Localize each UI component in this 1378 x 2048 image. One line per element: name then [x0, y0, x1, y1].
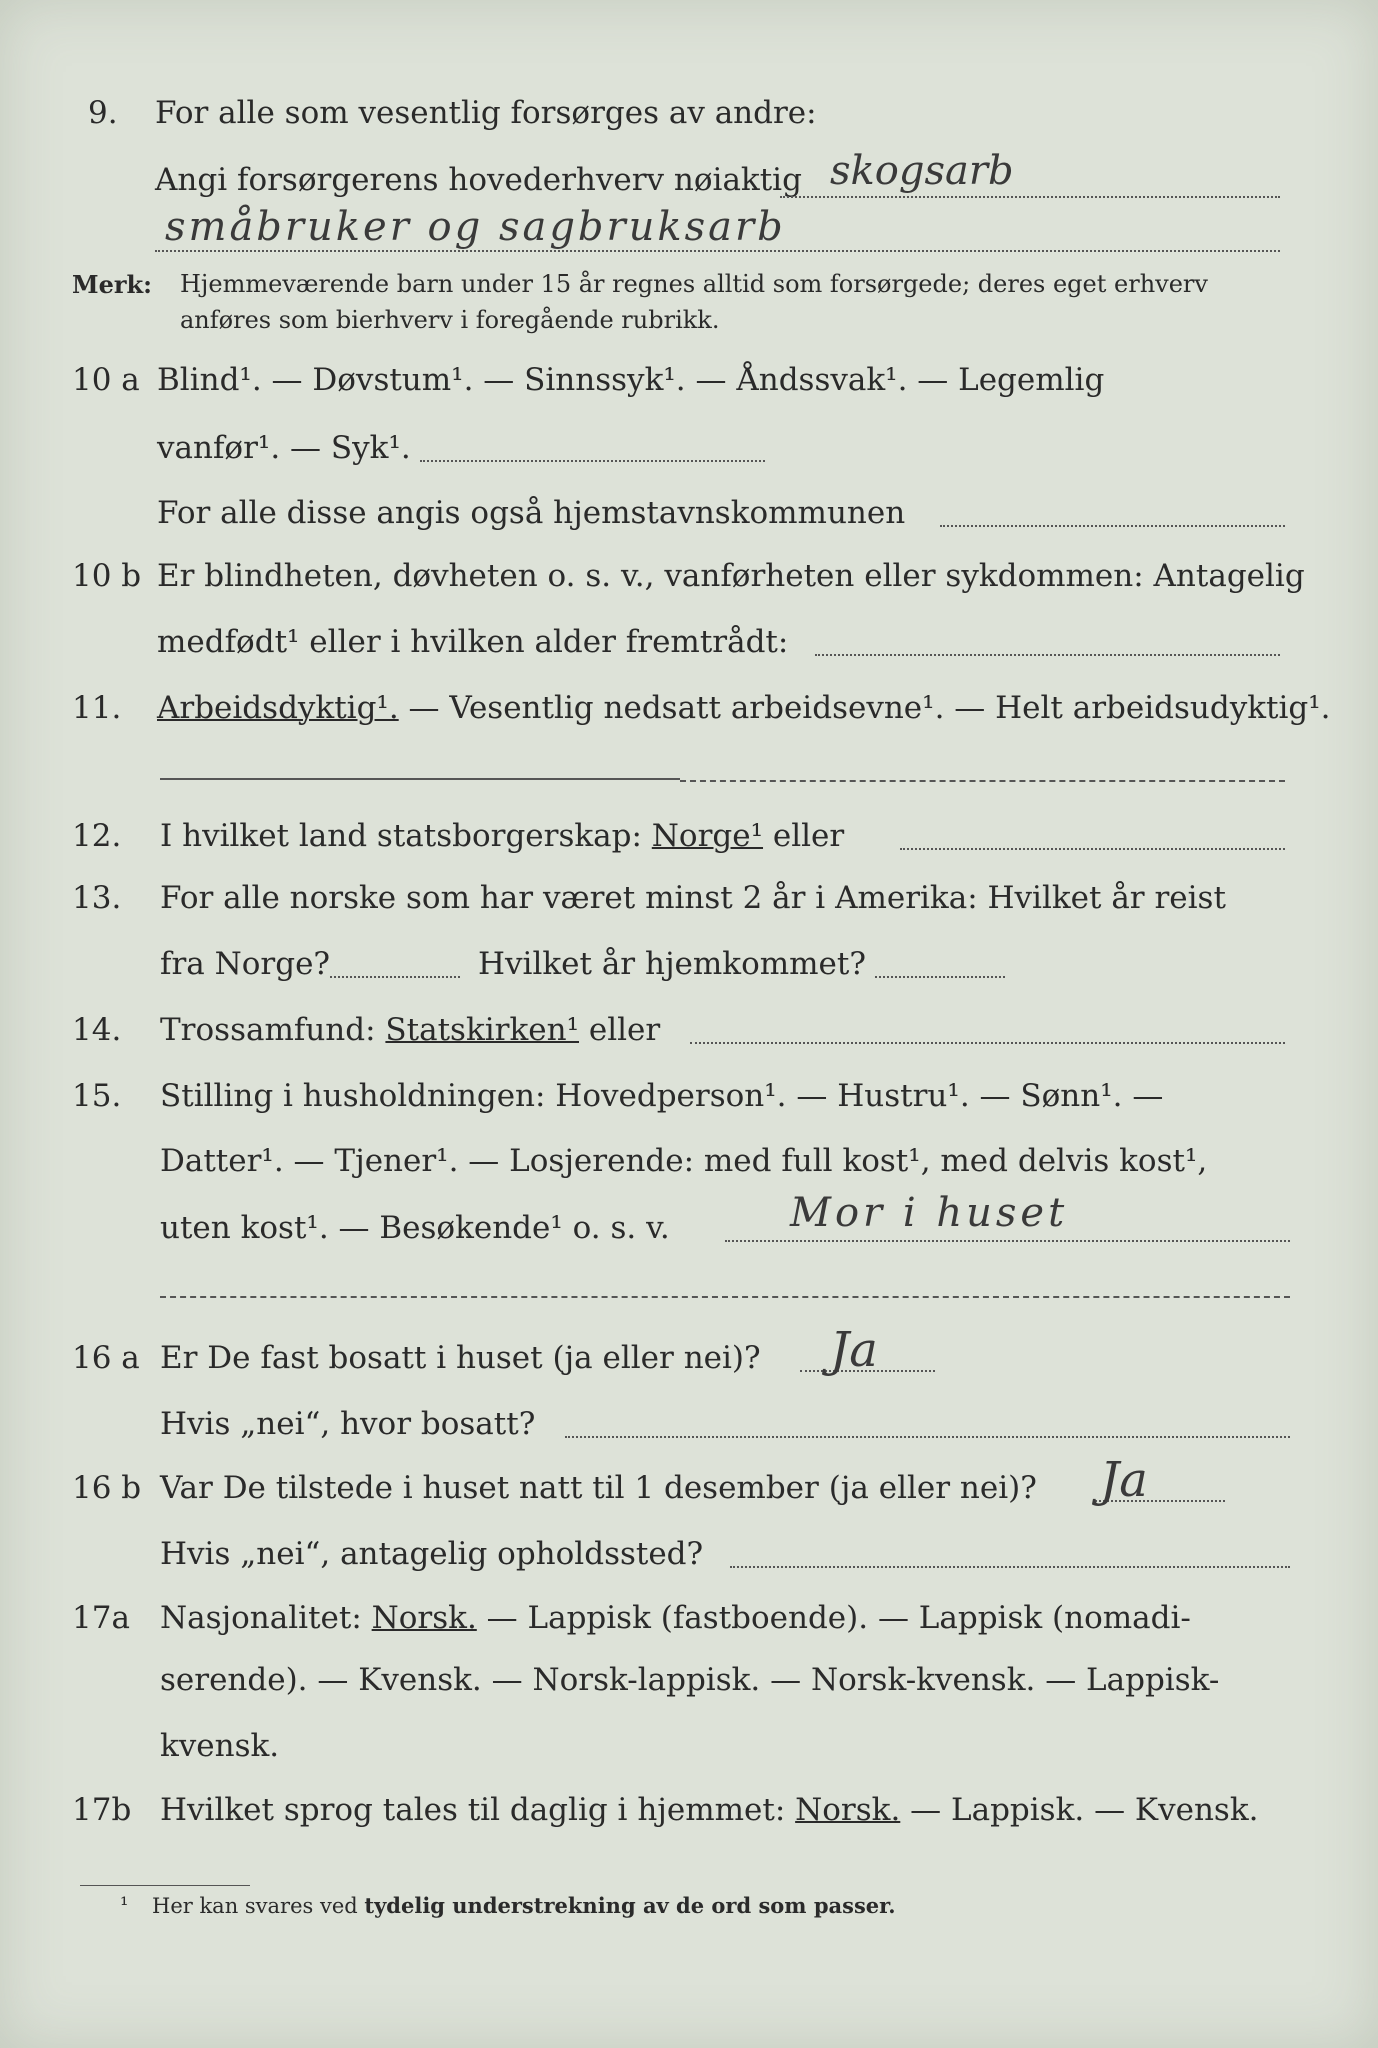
q13-text1: For alle norske som har været minst 2 år i Amerika: Hvilket år reist [160, 880, 1226, 916]
q12-post: eller [763, 818, 845, 854]
q17b-number: 17b [72, 1792, 132, 1828]
q16a-text1: Er De fast bosatt i huset (ja eller nei)? [160, 1340, 761, 1376]
q17b-post: — Lappisk. — Kvensk. [900, 1792, 1259, 1828]
q10b-text1: Er blindheten, døvheten o. s. v., vanførheten eller sykdommen: Antagelig [157, 558, 1305, 594]
q16b-opholdssted-line [730, 1566, 1290, 1568]
q11-rest: — Vesentlig nedsatt arbeidsevne¹. — Helt arbeidsudyktig¹. [398, 690, 1331, 726]
q9-answer-line1 [780, 196, 1280, 198]
q13-number: 13. [72, 880, 122, 916]
q10a-number: 10 a [72, 362, 140, 398]
q17a-text1 [160, 1600, 1191, 1636]
q14-underlined: Statskirken¹ [385, 1012, 579, 1048]
footnote-rule [80, 1885, 250, 1886]
q16a-text2: Hvis „nei“, hvor bosatt? [160, 1406, 536, 1442]
q15-text3: uten kost¹. — Besøkende¹ o. s. v. [160, 1210, 670, 1246]
q14-answer-line [690, 1042, 1285, 1044]
q15-number: 15. [72, 1078, 122, 1114]
q14-number: 14. [72, 1012, 122, 1048]
q9-answer-line2 [155, 250, 1280, 252]
q16b-answer-handwriting: Ja [1100, 1452, 1148, 1508]
q13-text2a: fra Norge? [160, 946, 331, 982]
q9-answer-handwriting2: småbruker og sagbruksarb [165, 204, 786, 250]
footnote-text [152, 1893, 896, 1918]
q11-underlined: Arbeidsdyktig¹. [157, 690, 399, 726]
q17b-pre: Hvilket sprog tales til daglig i hjemmet: [160, 1792, 796, 1828]
q16a-bosatt-line [565, 1436, 1290, 1438]
q17a-text2: serende). — Kvensk. — Norsk-lappisk. — Norsk-kvensk. — Lappisk- [160, 1662, 1220, 1698]
footnote-plain: Her kan svares ved [152, 1894, 365, 1918]
q11-answer-line-right [680, 780, 1285, 782]
merk-text2: anføres som bierhverv i foregående rubrikk. [180, 306, 720, 334]
q14-pre: Trossamfund: [160, 1012, 386, 1048]
q15-answer-line [725, 1240, 1290, 1242]
footnote-bold: tydelig understrekning av de ord som passer. [364, 1893, 896, 1918]
q17a-text3: kvensk. [160, 1728, 280, 1764]
q11-text [157, 690, 1331, 726]
q13-reist-line [330, 976, 460, 978]
q15-answer-handwriting: Mor i huset [790, 1190, 1069, 1236]
q12-underlined: Norge¹ [651, 818, 764, 854]
q10a-answer-line [420, 460, 765, 462]
q17a-pre: Nasjonalitet: [160, 1600, 372, 1636]
q17b-underlined: Norsk. [795, 1792, 901, 1828]
q11-number: 11. [72, 690, 122, 726]
q10a-text3: For alle disse angis også hjemstavnskommunen [157, 495, 906, 531]
q11-answer-line-left [160, 778, 680, 780]
q17a-number: 17a [72, 1600, 130, 1636]
q17a-underlined: Norsk. [371, 1600, 477, 1636]
q10b-number: 10 b [72, 558, 142, 594]
q13-text2b: Hvilket år hjemkommet? [478, 946, 866, 982]
q15-text1: Stilling i husholdningen: Hovedperson¹. — Hustru¹. — Sønn¹. — [160, 1078, 1164, 1114]
q10a-text2: vanfør¹. — Syk¹. [157, 430, 411, 466]
q10b-text2: medfødt¹ eller i hvilken alder fremtrådt: [157, 624, 789, 660]
q16b-text2: Hvis „nei“, antagelig opholdssted? [160, 1536, 704, 1572]
q9-text: For alle som vesentlig forsørges av andre: [155, 95, 817, 131]
merk-label: Merk: [72, 270, 152, 299]
q16a-answer-handwriting: Ja [830, 1322, 878, 1378]
q9-question: Angi forsørgerens hovederhverv nøiaktig [155, 162, 802, 198]
merk-text1: Hjemmeværende barn under 15 år regnes alltid som forsørgede; deres eget erhverv [180, 270, 1208, 298]
q12-text [160, 818, 844, 854]
q16a-number: 16 a [72, 1340, 140, 1376]
q16b-text1: Var De tilstede i huset natt til 1 desember (ja eller nei)? [160, 1470, 1037, 1506]
footnote-mark: ¹ [120, 1893, 129, 1917]
q12-pre: I hvilket land statsborgerskap: [160, 818, 652, 854]
q17b-text [160, 1792, 1258, 1828]
q10b-answer-line [815, 654, 1280, 656]
q13-hjemkommet-line [875, 976, 1005, 978]
q15-extra-line [160, 1296, 1290, 1298]
q9-answer-handwriting1: skogsarb [830, 148, 1014, 194]
q16b-number: 16 b [72, 1470, 142, 1506]
q12-answer-line [900, 848, 1285, 850]
q15-text2: Datter¹. — Tjener¹. — Losjerende: med full kost¹, med delvis kost¹, [160, 1143, 1208, 1179]
q10a-text1: Blind¹. — Døvstum¹. — Sinnssyk¹. — Åndssvak¹. — Legemlig [157, 362, 1105, 398]
q14-text [160, 1012, 660, 1048]
q9-number: 9. [88, 95, 118, 131]
q14-post: eller [579, 1012, 661, 1048]
q12-number: 12. [72, 818, 122, 854]
q10a-hjemstavn-line [940, 525, 1285, 527]
q17a-post: — Lappisk (fastboende). — Lappisk (nomadi- [476, 1600, 1191, 1636]
